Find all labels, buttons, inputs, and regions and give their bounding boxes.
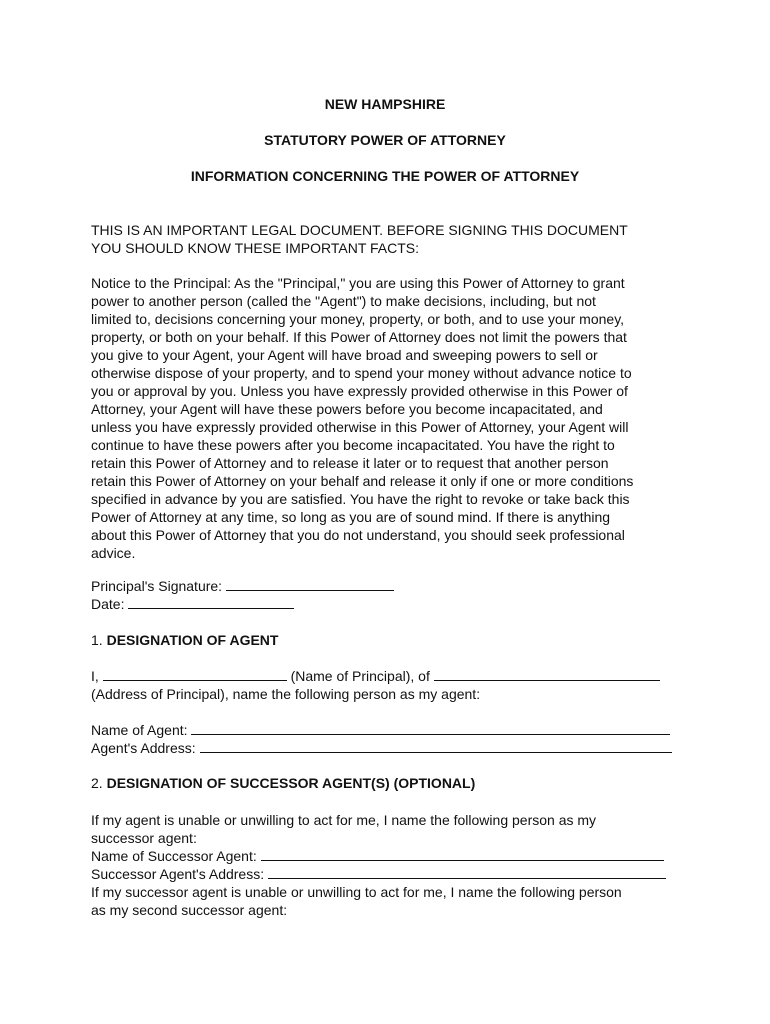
name-of-principal-label: (Name of Principal), of [290, 668, 430, 684]
notice-line: you give to your Agent, your Agent will have broad and sweeping powers to sell or [91, 347, 598, 363]
notice-line: Notice to the Principal: As the "Principal," you are using this Power of Attorney to grant [91, 275, 625, 291]
notice-line: specified in advance by you are satisfied. You have the right to revoke or take back this [91, 491, 630, 507]
principal-signature-label: Principal's Signature: [91, 578, 223, 594]
section-1-number: 1. [91, 632, 103, 648]
notice-line: power to another person (called the "Agent") to make decisions, including, but not [91, 293, 596, 309]
successor-intro-line: successor agent: [91, 830, 197, 846]
agent-address-label: Agent's Address: [91, 740, 196, 756]
successor-agent-section [91, 811, 691, 919]
notice-line: limited to, decisions concerning your money, property, or both, and to use your money, [91, 311, 625, 327]
agent-address-field[interactable] [200, 739, 672, 753]
section-1-heading [91, 631, 691, 649]
i-label: I, [91, 668, 99, 684]
notice-line: Attorney, your Agent will have these powers before you become incapacitated, and [91, 401, 603, 417]
section-2-title: DESIGNATION OF SUCCESSOR AGENT(S) (OPTIONAL) [106, 775, 476, 791]
notice-line: continue to have these powers after you become incapacitated. You have the right to [91, 437, 615, 453]
date-label: Date: [91, 596, 125, 612]
successor-name-field[interactable] [261, 847, 664, 861]
section-2-number: 2. [91, 775, 103, 791]
successor-name-label: Name of Successor Agent: [91, 848, 257, 864]
principal-signature-field[interactable] [226, 577, 394, 591]
agent-fields [91, 721, 691, 757]
notice-line: you or approval by you. Unless you have expressly provided otherwise in this Power of [91, 383, 628, 399]
principal-designation [91, 667, 691, 703]
notice-line: Power of Attorney at any time, so long as you are of sound mind. If there is anything [91, 509, 611, 525]
successor-address-label: Successor Agent's Address: [91, 866, 265, 882]
info-title: INFORMATION CONCERNING THE POWER OF ATTORNEY [190, 168, 580, 184]
signature-block [91, 577, 691, 613]
name-of-agent-label: Name of Agent: [91, 722, 188, 738]
notice-line: unless you have expressly provided otherwise in this Power of Attorney, your Agent will [91, 419, 629, 435]
notice-to-principal [91, 274, 691, 562]
notice-line: retain this Power of Attorney and to release it later or to request that another person [91, 455, 609, 471]
successor-address-field[interactable] [268, 865, 666, 879]
form-title: STATUTORY POWER OF ATTORNEY [264, 132, 506, 148]
important-notice [91, 221, 691, 257]
notice-line: advice. [91, 545, 136, 561]
notice-line: property, or both on your behalf. If this Power of Attorney does not limit the powers that [91, 329, 627, 345]
section-2-heading [91, 774, 691, 792]
second-successor-line: If my successor agent is unable or unwilling to act for me, I name the following person [91, 884, 622, 900]
notice-line: otherwise dispose of your property, and to spend your money without advance notice to [91, 365, 632, 381]
address-of-principal-text: (Address of Principal), name the following person as my agent: [91, 686, 481, 702]
date-field[interactable] [128, 595, 294, 609]
agent-name-field[interactable] [191, 721, 670, 735]
principal-address-field[interactable] [434, 667, 660, 681]
notice-line: about this Power of Attorney that you do not understand, you should seek professional [91, 527, 625, 543]
successor-intro-line: If my agent is unable or unwilling to act for me, I name the following person as my [91, 812, 597, 828]
important-notice-line: THIS IS AN IMPORTANT LEGAL DOCUMENT. BEFORE SIGNING THIS DOCUMENT [91, 222, 628, 238]
state-heading: NEW HAMPSHIRE [324, 96, 446, 112]
principal-name-field[interactable] [103, 667, 287, 681]
second-successor-line: as my second successor agent: [91, 902, 288, 918]
notice-line: retain this Power of Attorney on your behalf and release it only if one or more conditions [91, 473, 634, 489]
section-1-title: DESIGNATION OF AGENT [106, 632, 279, 648]
important-notice-line: YOU SHOULD KNOW THESE IMPORTANT FACTS: [91, 240, 420, 256]
